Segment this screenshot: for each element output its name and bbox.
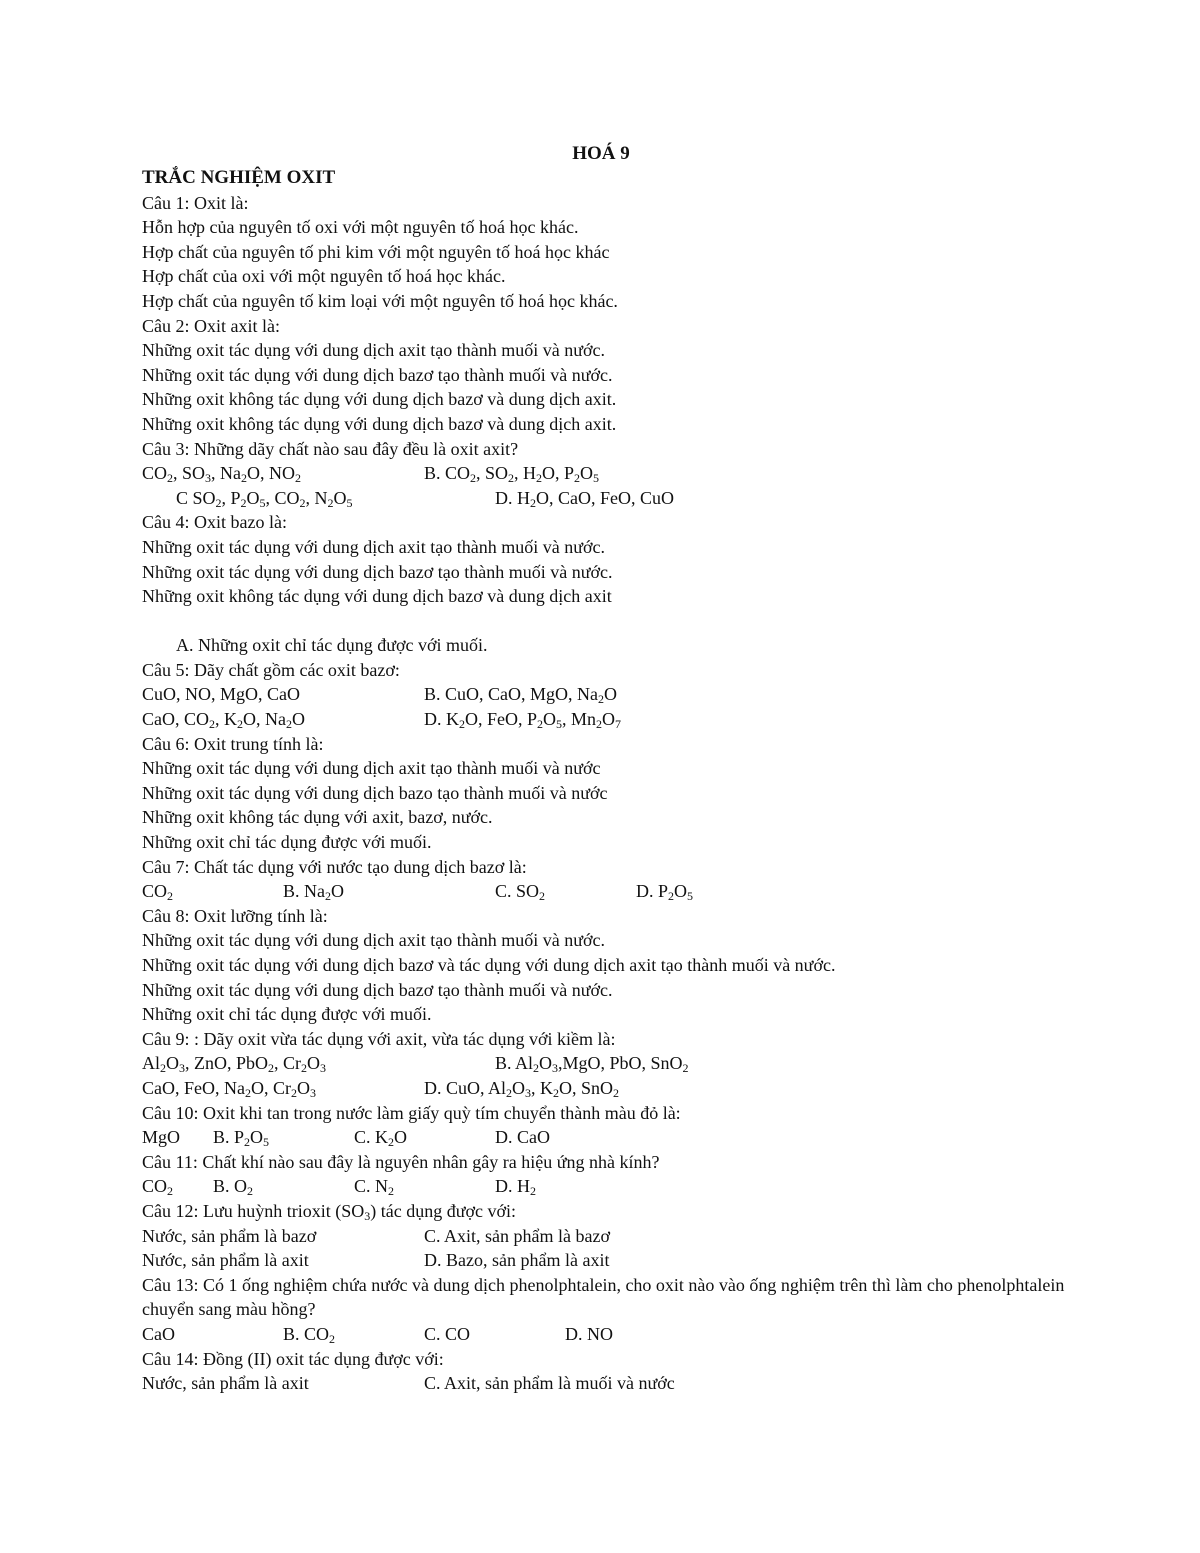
answer-line: Những oxit tác dụng với dung dịch axit tạo thành muối và nước. xyxy=(142,536,605,557)
option-row xyxy=(142,1076,1092,1101)
answer-line: Hợp chất của nguyên tố phi kim với một nguyên tố hoá học khác xyxy=(142,241,610,262)
document-body xyxy=(142,166,1092,1396)
answer-line: Hợp chất của oxi với một nguyên tố hoá học khác. xyxy=(142,266,506,287)
option-row xyxy=(142,1125,1092,1150)
option-row xyxy=(142,682,1092,707)
option-row xyxy=(142,1322,1092,1347)
option-a: $Al_2O_3$, ZnO, PbO$_2$, $Cr_2O_3$ xyxy=(142,1053,327,1076)
answer-line: Những oxit không tác dụng với dung dịch bazơ và dung dịch axit. xyxy=(142,413,617,434)
question-12 xyxy=(142,1199,1092,1224)
question-7: Câu 7: Chất tác dụng với nước tạo dung dịch bazơ là: xyxy=(142,856,527,877)
option-a: Nước, sản phẩm là bazơ xyxy=(142,1225,317,1246)
option-d: D. $K_2O$, FeO, $P_2O_5$, $Mn_2O_7$ xyxy=(424,709,622,732)
option-b: Nước, sản phẩm là axit xyxy=(142,1250,309,1271)
question-8: Câu 8: Oxit lưỡng tính là: xyxy=(142,905,328,926)
option-row xyxy=(142,707,1092,732)
answer-line: Những oxit tác dụng với dung dịch bazo tạo thành muối và nước xyxy=(142,782,608,803)
question-12-subscript: 3 xyxy=(364,1208,371,1223)
answer-line: Hỗn hợp của nguyên tố oxi với một nguyên tố hoá học khác. xyxy=(142,217,579,238)
answer-line: Những oxit tác dụng với dung dịch axit tạo thành muối và nước. xyxy=(142,340,605,361)
option-row xyxy=(142,1248,1092,1273)
option-b: B. $O_2$ xyxy=(213,1176,254,1199)
section-heading: TRẮC NGHIỆM OXIT xyxy=(142,167,336,188)
question-12-text-end: ) tác dụng được với: xyxy=(370,1200,517,1221)
option-b: B. $Na_2O$ xyxy=(283,881,344,904)
option-a: $CO_2$ xyxy=(142,1176,174,1199)
option-c: C. $SO_2$ xyxy=(495,881,546,904)
option-c: C. $K_2O$ xyxy=(354,1127,408,1150)
option-b: B. $CO_2$, $SO_2$, $H_2O$, $P_2O_5$ xyxy=(424,463,600,486)
answer-line: Hợp chất của nguyên tố kim loại với một nguyên tố hoá học khác. xyxy=(142,290,618,311)
option-c: C. Axit, sản phẩm là bazơ xyxy=(424,1225,610,1246)
option-a: $CO_2$, $SO_3$, $Na_2O$, $NO_2$ xyxy=(142,463,302,486)
option-d: D. $H_2O$, CaO, FeO, CuO xyxy=(495,487,674,510)
question-4: Câu 4: Oxit bazo là: xyxy=(142,512,287,533)
option-row xyxy=(142,879,1092,904)
option-row xyxy=(142,1371,1092,1396)
document-title: HOÁ 9 xyxy=(572,143,630,164)
question-5: Câu 5: Dãy chất gồm các oxit bazơ: xyxy=(142,659,400,680)
answer-line: Những oxit chỉ tác dụng được với muối. xyxy=(142,832,432,853)
option-c: CaO, $CO_2$, $K_2O$, $Na_2O$ xyxy=(142,709,305,732)
option-a: $CO_2$ xyxy=(142,881,174,904)
answer-line: A. Những oxit chỉ tác dụng được với muối. xyxy=(176,635,488,656)
option-a: MgO xyxy=(142,1127,181,1148)
option-row xyxy=(142,1051,1092,1076)
option-d: D. CaO xyxy=(495,1127,550,1148)
answer-line: Những oxit tác dụng với dung dịch axit tạo thành muối và nước xyxy=(142,758,601,779)
blank-line xyxy=(142,609,1092,634)
option-b: B. CuO, CaO, MgO, $Na_2O$ xyxy=(424,684,617,707)
answer-line: Những oxit tác dụng với dung dịch axit tạo thành muối và nước. xyxy=(142,930,605,951)
question-9: Câu 9: : Dãy oxit vừa tác dụng với axit, vừa tác dụng với kiềm là: xyxy=(142,1028,616,1049)
option-d: D. CuO, $Al_2O_3$, $K_2O$, SnO$_2$ xyxy=(424,1077,620,1100)
option-c: C. $N_2$ xyxy=(354,1176,395,1199)
question-14: Câu 14: Đồng (II) oxit tác dụng được với: xyxy=(142,1348,444,1369)
option-row xyxy=(142,486,1092,511)
question-13: Câu 13: Có 1 ống nghiệm chứa nước và dung dịch phenolphtalein, cho oxit nào vào ống nghiệm trên thì làm cho phenolphtalein chuyển sang màu hồng? xyxy=(142,1274,1065,1320)
option-b: B. $CO_2$ xyxy=(283,1323,336,1346)
option-row xyxy=(142,1174,1092,1199)
answer-line: Những oxit không tác dụng với dung dịch bazơ và dung dịch axit xyxy=(142,586,612,607)
option-row xyxy=(142,461,1092,486)
answer-line: Những oxit tác dụng với dung dịch bazơ tạo thành muối và nước. xyxy=(142,561,613,582)
option-d: D. $H_2$ xyxy=(495,1176,536,1199)
question-6: Câu 6: Oxit trung tính là: xyxy=(142,733,324,754)
question-2: Câu 2: Oxit axit là: xyxy=(142,315,280,336)
option-d: D. Bazo, sản phẩm là axit xyxy=(424,1250,610,1271)
question-10: Câu 10: Oxit khi tan trong nước làm giấy quỳ tím chuyển thành màu đỏ là: xyxy=(142,1102,681,1123)
answer-line: Những oxit tác dụng với dung dịch bazơ tạo thành muối và nước. xyxy=(142,979,613,1000)
option-b: B. $P_2O_5$ xyxy=(213,1127,270,1150)
option-row xyxy=(142,1224,1092,1249)
question-12-text: Câu 12: Lưu huỳnh trioxit (SO xyxy=(142,1200,365,1221)
question-1: Câu 1: Oxit là: xyxy=(142,192,249,213)
answer-line: Những oxit không tác dụng với dung dịch bazơ và dung dịch axit. xyxy=(142,389,617,410)
option-c: CaO, FeO, $Na_2O$, $Cr_2O_3$ xyxy=(142,1077,316,1100)
question-3: Câu 3: Những dãy chất nào sau đây đều là oxit axit? xyxy=(142,438,519,459)
option-b: B. $Al_2O_3,MgO$, PbO, SnO$_2$ xyxy=(495,1053,689,1076)
question-11: Câu 11: Chất khí nào sau đây là nguyên nhân gây ra hiệu ứng nhà kính? xyxy=(142,1151,660,1172)
answer-line: Những oxit tác dụng với dung dịch bazơ tạo thành muối và nước. xyxy=(142,364,613,385)
option-a: CaO xyxy=(142,1323,175,1344)
option-a: Nước, sản phẩm là axit xyxy=(142,1373,309,1394)
answer-line: Những oxit không tác dụng với axit, bazơ, nước. xyxy=(142,807,493,828)
option-d: D. NO xyxy=(565,1323,613,1344)
option-c: C. Axit, sản phẩm là muối và nước xyxy=(424,1373,675,1394)
option-a: CuO, NO, MgO, CaO xyxy=(142,684,301,705)
option-c: C $SO_2$, $P_2O_5$, $CO_2$, $N_2O_5$ xyxy=(176,487,353,510)
answer-line: Những oxit chỉ tác dụng được với muối. xyxy=(142,1004,432,1025)
option-d: D. $P_2O_5$ xyxy=(636,881,694,904)
answer-line: Những oxit tác dụng với dung dịch bazơ và tác dụng với dung dịch axit tạo thành muối và nước. xyxy=(142,955,836,975)
option-c: C. CO xyxy=(424,1323,471,1344)
